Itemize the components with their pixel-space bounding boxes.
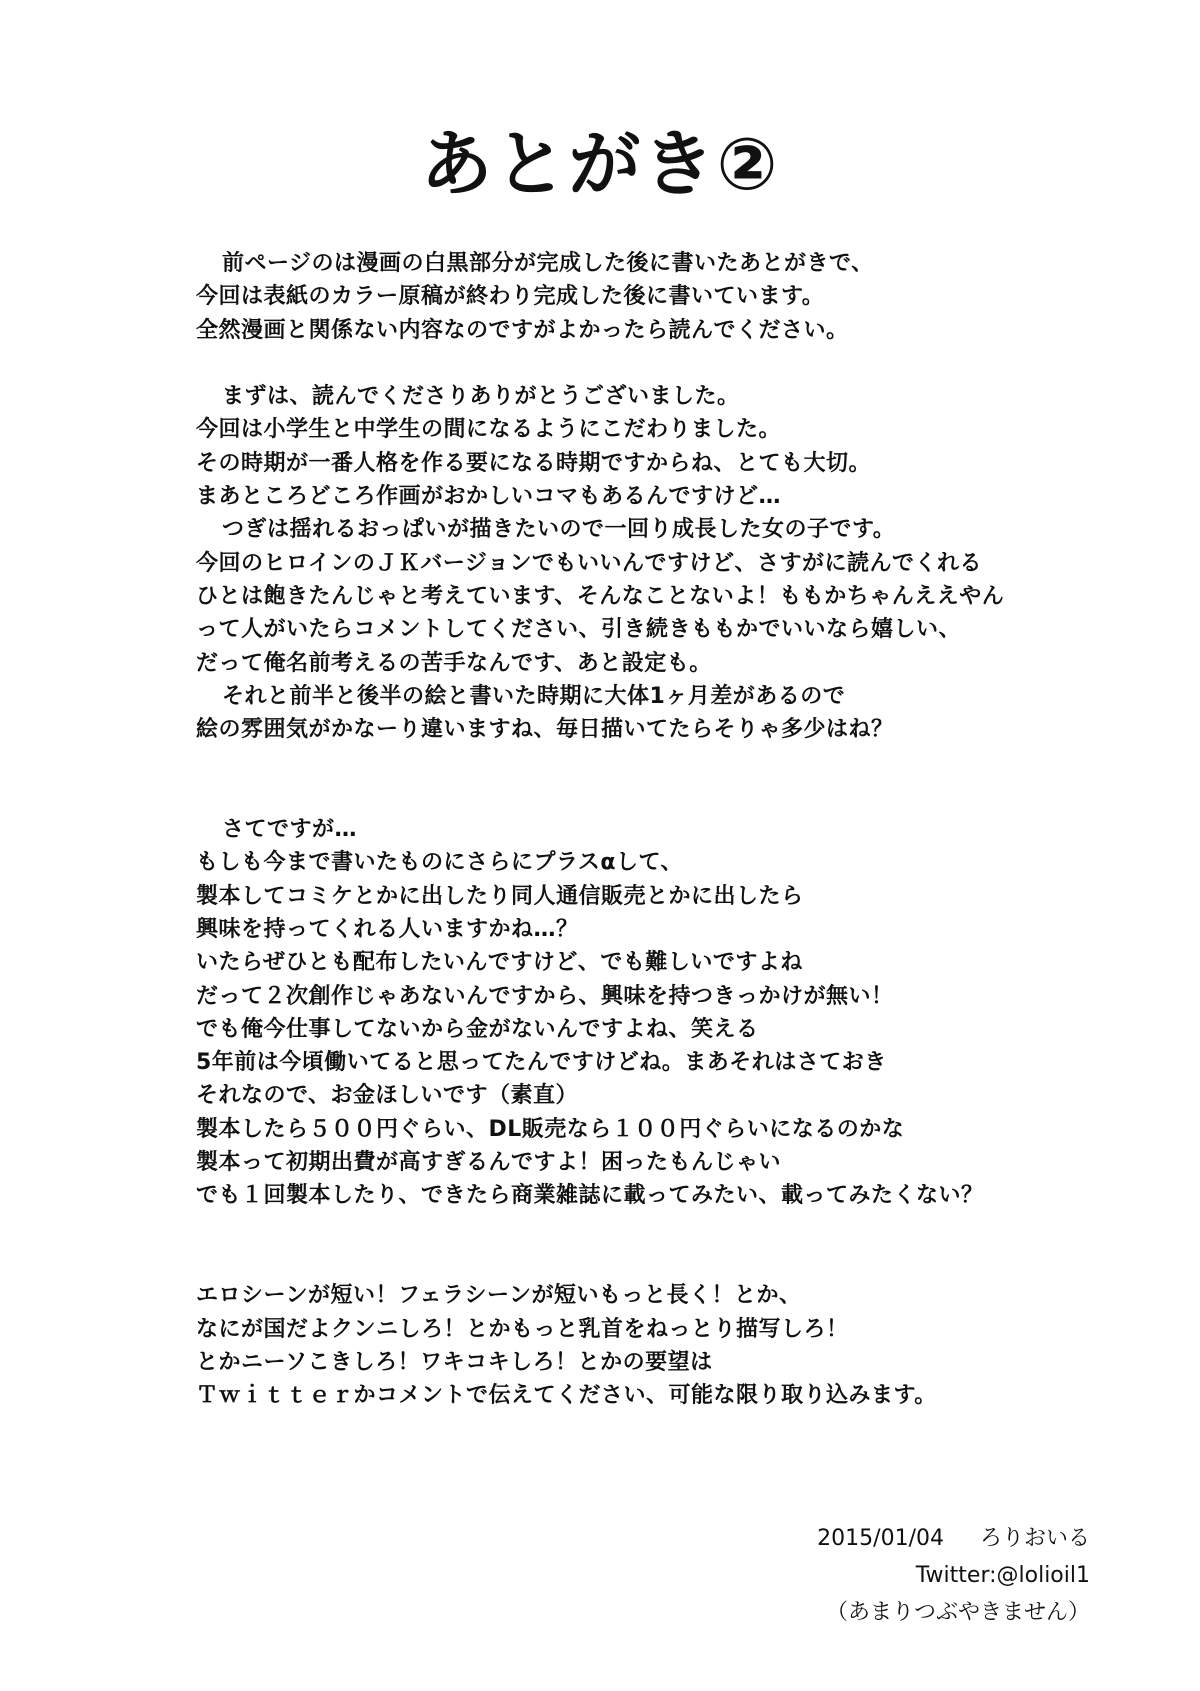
text-line: 今回は表紙のカラー原稿が終わり完成した後に書いています。 [196,284,825,310]
text-line: Ｔｗｉｔｔｅｒかコメントで伝えてください、可能な限り取り込みます。 [196,1383,937,1409]
text-line: 製本してコミケとかに出したり同人通信販売とかに出したら [196,883,804,909]
text-line: 前ページのは漫画の白黒部分が完成した後に書いたあとがきで、 [222,251,874,276]
paragraph-spacer [196,1213,1156,1280]
text-line: でも１回製本したり、できたら商業雑誌に載ってみたい、載ってみたくない？ [196,1183,984,1209]
text-line: 興味を持ってくれる人いますかね…？ [196,916,579,942]
text-line: ひとは飽きたんじゃと考えています、そんなことないよ！ももかちゃんええやん [196,583,1005,609]
text-line: もしも今まで書いたものにさらにプラスαして、 [196,850,684,876]
paragraph-thanks [196,380,1156,746]
text-line: まあところどころ作画がおかしいコマもあるんですけど… [196,484,782,510]
text-line: だって俺名前考えるの苦手なんです、あと設定も。 [196,650,712,676]
paragraph-spacer [196,347,1156,380]
text-line: って人がいたらコメントしてください、引き続きももかでいいなら嬉しい、 [196,617,962,643]
text-line: いたらぜひとも配布したいんですけど、でも難しいですよね [196,950,803,976]
page-title: あとがき② [420,122,780,206]
text-line: とかニーソこきしろ！ワキコキしろ！とかの要望は [196,1349,713,1375]
signature-block [817,1520,1090,1631]
signature-author: ろりおいる [979,1526,1090,1551]
text-line: まずは、読んでくださりありがとうございました。 [222,384,740,410]
text-line: それと前半と後半の絵と書いた時期に大体1ヶ月差があるので [222,683,846,709]
text-line: 全然漫画と関係ない内容なのですがよかったら読んでください。 [196,317,849,343]
text-line: つぎは揺れるおっぱいが描きたいので一回り成長した女の子です。 [222,517,896,543]
text-line: だって２次創作じゃあないんですから、興味を持つきっかけが無い！ [196,983,894,1009]
signature-date: 2015/01/04 [817,1526,944,1551]
text-line: エロシーンが短い！フェラシーンが短いもっと長く！とか、 [196,1283,802,1309]
signature-date-author [817,1520,1090,1557]
paragraph-spacer [196,746,1156,813]
text-line: 今回のヒロインのＪＫバージョンでもいいんですけど、さすがに読んでくれる [196,550,982,576]
signature-note: （あまりつぶやきません） [825,1600,1090,1625]
text-line: 製本したら５００円ぐらい、DL販売なら１００円ぐらいになるのかな [196,1116,905,1142]
signature-twitter: Twitter:@lolioil1 [915,1563,1090,1588]
text-line: 今回は小学生と中学生の間になるようにこだわりました。 [196,417,782,443]
paragraph-intro [196,247,1156,347]
text-line: 5年前は今頃働いてると思ってたんですけどね。まあそれはさておき [196,1050,887,1076]
paragraph-requests [196,1279,1156,1412]
text-line: それなので、お金ほしいです（素直） [196,1083,579,1109]
text-line: でも俺今仕事してないから金がないんですよね、笑える [196,1016,759,1042]
text-line: その時期が一番人格を作る要になる時期ですからね、とても大切。 [196,450,872,476]
text-line: 製本って初期出費が高すぎるんですよ！困ったもんじゃい [196,1150,782,1176]
afterword-body [196,247,1156,1412]
text-line: さてですが… [222,817,358,843]
text-line: なにが国だよクンニしろ！とかもっと乳首をねっとり描写しろ！ [196,1316,849,1342]
paragraph-publishing [196,813,1156,1213]
text-line: 絵の雰囲気がかなーり違いますね、毎日描いてたらそりゃ多少はね？ [196,717,894,743]
